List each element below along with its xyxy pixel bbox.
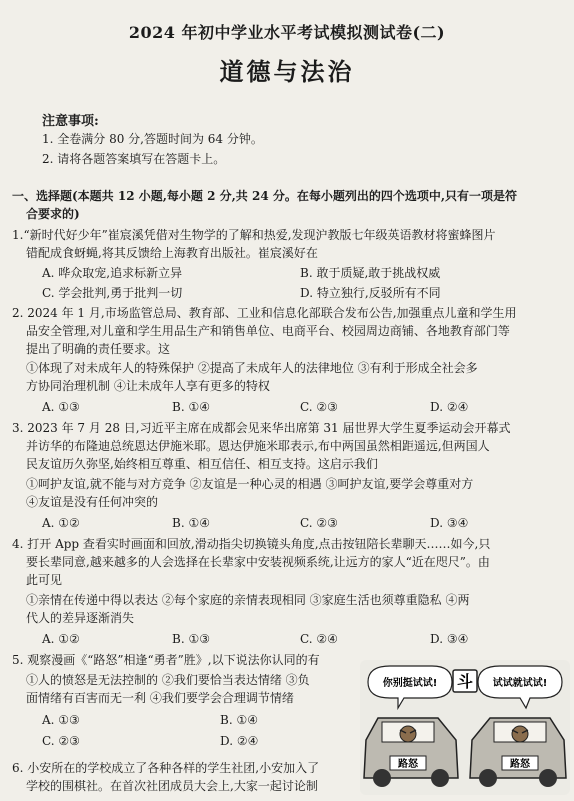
question-stem: 品安全管理,对儿童和学生用品生产和销售单位、电商平台、校园周边商铺、各地教育部门等	[26, 324, 510, 338]
question-stem: 4. 打开 App 查看实时画面和回放,滑动指尖切换镜头角度,点击按钮陪长辈聊天……如今,只	[12, 537, 491, 551]
option-b: B. ①③	[172, 632, 210, 646]
option-d: D. ③④	[430, 516, 469, 530]
option-d: D. ③④	[430, 632, 469, 646]
question-stem: 并访华的布隆迪总统恩达伊施米耶。恩达伊施米耶表示,布中两国虽然相距遥远,但两国人	[26, 439, 490, 453]
option-c: C. ②③	[300, 516, 338, 530]
bubble-right-text: 试试就试试!	[492, 678, 548, 689]
statement-line: ①亲情在传递中得以表达 ②每个家庭的亲情表现相同 ③家庭生活也须尊重隐私 ④两	[26, 593, 470, 607]
bubble-left-text: 你别挺试试!	[382, 678, 438, 689]
statement-line: ①人的愤怒是无法控制的 ②我们要恰当表达情绪 ③负	[26, 673, 310, 687]
notice-item: 2. 请将各题答案填写在答题卡上。	[42, 152, 226, 166]
option-b: B. 敢于质疑,敢于挑战权威	[300, 266, 441, 280]
option-c: C. ②④	[300, 632, 338, 646]
option-b: B. ①④	[172, 516, 210, 530]
question-stem: 要长辈同意,越来越多的人会选择在长辈家中安装视频系统,让远方的家人“近在咫尺”。由	[26, 555, 490, 569]
option-a: A. ①②	[42, 632, 80, 646]
notice-heading: 注意事项:	[42, 114, 99, 129]
question-stem: 6. 小安所在的学校成立了各种各样的学生社团,小安加入了	[12, 761, 320, 775]
option-c: C. ②③	[42, 734, 80, 748]
comic-drawing	[360, 660, 570, 795]
statement-line: ①呵护友谊,就不能与对方竞争 ②友谊是一种心灵的相遇 ③呵护友谊,要学会尊重对方	[26, 477, 474, 491]
option-b: B. ①④	[172, 400, 210, 414]
car-right-label: 路怒	[510, 759, 530, 770]
statement-line: ①体现了对未成年人的特殊保护 ②提高了未成年人的法律地位 ③有利于形成全社会多	[26, 361, 478, 375]
car-left-label: 路怒	[398, 759, 418, 770]
section-heading: 一、选择题(本题共 12 小题,每小题 2 分,共 24 分。在每小题列出的四个选项中,只有一项是符	[12, 189, 518, 203]
statement-line: 方协同治理机制 ④让未成年人享有更多的特权	[26, 379, 270, 393]
road-rage-comic	[360, 660, 570, 795]
statement-line: 面情绪有百害而无一利 ④我们要学会合理调节情绪	[26, 691, 294, 705]
question-stem: 提出了明确的责任要求。这	[26, 342, 171, 356]
question-stem: 学校的围棋社。在首次社团成员大会上,大家一起讨论制	[26, 779, 318, 793]
statement-line: 代人的差异逐渐消失	[26, 611, 135, 625]
option-d: D. ②④	[430, 400, 469, 414]
subject-title: 道德与法治	[219, 57, 355, 86]
exam-title: 2024 年初中学业水平考试模拟测试卷(二)	[128, 23, 446, 42]
option-d: D. ②④	[220, 734, 259, 748]
option-a: A. ①②	[42, 516, 80, 530]
question-stem: 民友谊历久弥坚,始终相互尊重、相互信任、相互支持。这启示我们	[26, 457, 378, 471]
notice-item: 1. 全卷满分 80 分,答题时间为 64 分钟。	[42, 132, 263, 146]
option-a: A. ①③	[42, 400, 80, 414]
question-stem: 3. 2023 年 7 月 28 日,习近平主席在成都会见来华出席第 31 届世界大学生夏季运动会开幕式	[12, 421, 511, 435]
option-b: B. ①④	[220, 713, 258, 727]
option-c: C. 学会批判,勇于批判一切	[42, 286, 183, 300]
question-stem: 此可见	[26, 573, 63, 587]
question-stem: 2. 2024 年 1 月,市场监管总局、教育部、工业和信息化部联合发布公告,加强重点儿童和学生用	[12, 306, 517, 320]
option-a: A. 哗众取宠,追求标新立异	[42, 266, 183, 280]
statement-line: ④友谊是没有任何冲突的	[26, 495, 159, 509]
question-stem: 5. 观察漫画《“路怒”相逢“勇者”胜》,以下说法你认同的有	[12, 653, 320, 667]
question-stem: 错配成食蚜蝇,将其反馈给上海教育出版社。崔宸溪好在	[26, 246, 318, 260]
section-heading-cont: 合要求的)	[26, 207, 80, 221]
option-d: D. 特立独行,反驳所有不同	[300, 286, 441, 300]
option-a: A. ①③	[42, 713, 80, 727]
option-c: C. ②③	[300, 400, 338, 414]
question-stem: 1.“新时代好少年”崔宸溪凭借对生物学的了解和热爱,发现沪教版七年级英语教材将蜜蜂图片	[12, 228, 496, 242]
clash-character: 斗	[456, 672, 474, 691]
